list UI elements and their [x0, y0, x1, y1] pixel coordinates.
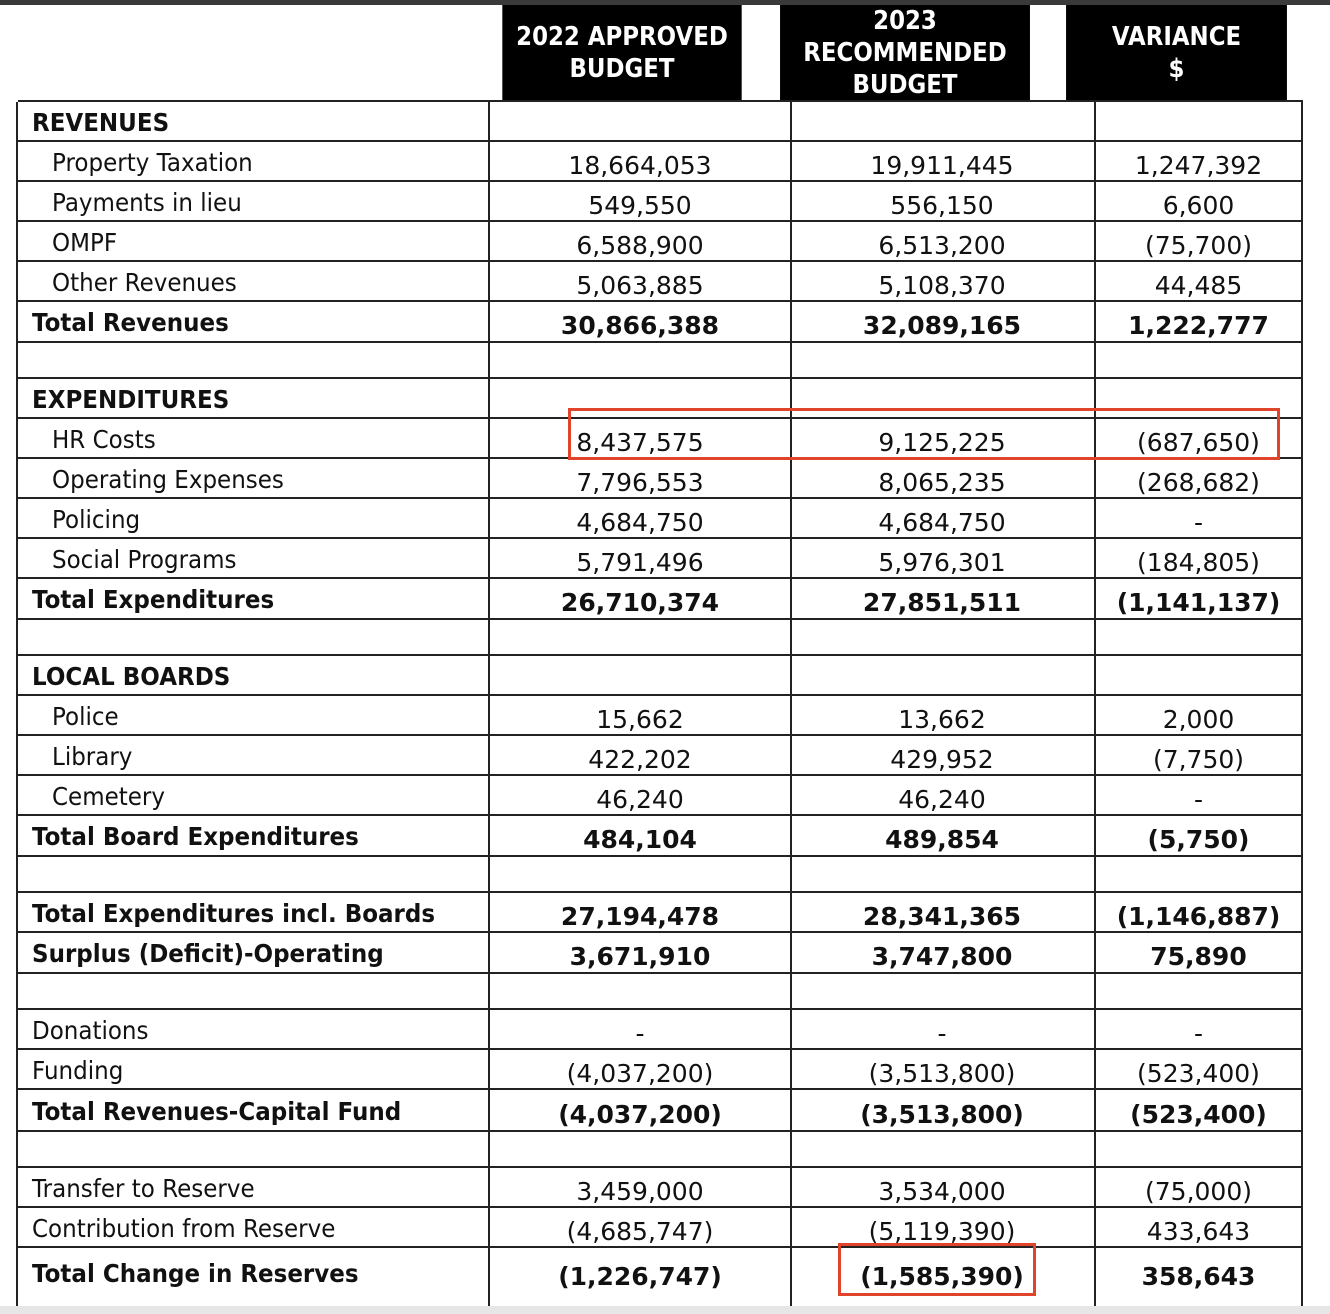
cell-2023-recommended	[792, 105, 1092, 145]
row-label: Policing	[52, 504, 141, 534]
cell-variance: (687,650)	[1137, 427, 1260, 457]
table-row	[18, 140, 1303, 182]
header-line: VARIANCE	[1111, 21, 1242, 52]
cell-2023-recommended: 5,108,370	[878, 270, 1006, 300]
table-row	[18, 577, 1303, 620]
cell-2022-approved: 5,063,885	[576, 270, 704, 300]
highlight-box-hr-costs	[568, 408, 1280, 460]
cell-2022-approved: 5,791,496	[576, 547, 704, 577]
table-end	[18, 1296, 1303, 1306]
row-label: Total Board Expenditures	[32, 822, 359, 851]
table-row	[18, 931, 1303, 974]
cell-2022-approved: (1,226,747)	[558, 1261, 722, 1291]
header-variance	[1066, 5, 1287, 100]
row-label: Total Change in Reserves	[32, 1258, 359, 1288]
cell-variance: 433,643	[1146, 1216, 1251, 1246]
cell-2022-approved: 3,459,000	[576, 1176, 704, 1206]
table-row	[18, 814, 1303, 857]
header-line: $	[1168, 53, 1185, 84]
cell-2022-approved: (4,685,747)	[566, 1216, 714, 1246]
cell-2022-approved: 3,671,910	[569, 942, 711, 971]
table-row	[18, 260, 1303, 302]
header-2022-approved-budget	[502, 5, 741, 100]
cell-variance: 1,222,777	[1128, 311, 1269, 340]
cell-2023-recommended: 27,851,511	[862, 588, 1022, 617]
cell-2023-recommended: 3,747,800	[871, 942, 1013, 971]
spacer-row	[18, 972, 1303, 1010]
cell-2022-approved: 15,662	[596, 704, 684, 734]
row-label: OMPF	[52, 227, 118, 257]
cell-2023-recommended: (1,585,390)	[860, 1261, 1024, 1291]
cell-2022-approved: 549,550	[588, 190, 692, 220]
spacer-row	[18, 855, 1303, 893]
row-label: Social Programs	[52, 544, 237, 574]
cell-2023-recommended: 28,341,365	[862, 901, 1022, 931]
cell-variance: (75,000)	[1145, 1176, 1252, 1206]
row-label: Police	[52, 701, 119, 731]
row-label: Funding	[32, 1055, 124, 1085]
cell-2022-approved: 7,796,553	[576, 467, 704, 497]
row-label: LOCAL BOARDS	[32, 661, 231, 691]
cell-2023-recommended: 32,089,165	[862, 311, 1022, 340]
spacer-row	[18, 1130, 1303, 1168]
cell-variance: -	[1193, 784, 1204, 814]
row-label: HR Costs	[52, 424, 156, 454]
cell-variance: 1,247,392	[1134, 150, 1263, 180]
cell-2022-approved: 30,866,388	[560, 311, 720, 340]
cell-variance	[1096, 105, 1301, 145]
cell-2022-approved: -	[635, 1018, 645, 1048]
table-row	[18, 654, 1303, 696]
cell-2022-approved: 27,194,478	[560, 901, 720, 931]
table-row	[18, 180, 1303, 222]
header-line: RECOMMENDED	[803, 37, 1007, 68]
header-line: BUDGET	[569, 53, 675, 84]
table-row	[18, 1246, 1303, 1298]
row-label: Library	[52, 741, 133, 771]
cell-2022-approved	[490, 105, 790, 145]
cell-variance: 6,600	[1162, 190, 1235, 220]
header-2023-recommended-budget	[780, 5, 1030, 100]
row-label: Property Taxation	[52, 147, 253, 177]
row-label: Surplus (Deficit)-Operating	[32, 939, 384, 968]
cell-variance: (1,146,887)	[1116, 901, 1281, 931]
table-row	[18, 774, 1303, 816]
bottom-band	[0, 1306, 1330, 1314]
cell-2022-approved: 484,104	[583, 825, 697, 854]
cell-variance: 2,000	[1162, 704, 1235, 734]
row-label: Other Revenues	[52, 267, 237, 297]
table-row	[18, 300, 1303, 343]
header-line: 2022 APPROVED	[516, 21, 728, 52]
row-label: Cemetery	[52, 781, 166, 811]
cell-variance: (7,750)	[1152, 744, 1245, 774]
cell-variance: (523,400)	[1137, 1058, 1260, 1088]
table-row	[18, 1206, 1303, 1248]
cell-variance: (5,750)	[1147, 825, 1250, 854]
cell-2022-approved: 18,664,053	[568, 150, 712, 180]
spacer-row	[18, 341, 1303, 379]
cell-2022-approved: 422,202	[588, 744, 692, 774]
row-label: EXPENDITURES	[32, 384, 230, 414]
cell-variance: (1,141,137)	[1116, 588, 1281, 617]
cell-2023-recommended: 4,684,750	[878, 507, 1006, 537]
table-row	[18, 1008, 1303, 1050]
cell-2022-approved: (4,037,200)	[558, 1099, 722, 1129]
header-line: BUDGET	[852, 69, 958, 100]
table-row	[18, 1166, 1303, 1208]
table-row	[18, 734, 1303, 776]
cell-variance: 358,643	[1141, 1261, 1256, 1291]
cell-2023-recommended: 556,150	[890, 190, 994, 220]
table-row	[18, 1088, 1303, 1132]
cell-2023-recommended: (5,119,390)	[868, 1216, 1016, 1246]
header-line: 2023	[873, 5, 937, 36]
cell-2023-recommended: 9,125,225	[878, 427, 1006, 457]
table-row	[18, 537, 1303, 579]
row-label: Total Revenues	[32, 308, 229, 337]
cell-2023-recommended: 6,513,200	[878, 230, 1006, 260]
cell-variance: -	[1193, 507, 1204, 537]
cell-2023-recommended: 8,065,235	[878, 467, 1006, 497]
cell-2023-recommended: 3,534,000	[878, 1176, 1006, 1206]
cell-2023-recommended: 19,911,445	[870, 150, 1014, 180]
table-row	[18, 220, 1303, 262]
cell-2022-approved: 46,240	[596, 784, 684, 814]
table-row	[18, 497, 1303, 539]
row-label: Total Revenues-Capital Fund	[32, 1096, 402, 1126]
cell-variance: (184,805)	[1137, 547, 1260, 577]
cell-variance: (75,700)	[1145, 230, 1252, 260]
cell-variance: (523,400)	[1130, 1099, 1267, 1129]
spacer-row	[18, 618, 1303, 656]
row-label: Total Expenditures	[32, 585, 275, 614]
cell-2022-approved: 6,588,900	[576, 230, 704, 260]
row-label: Payments in lieu	[52, 187, 242, 217]
table-row	[18, 457, 1303, 499]
cell-2022-approved: 26,710,374	[560, 588, 720, 617]
row-label: Total Expenditures incl. Boards	[32, 898, 436, 928]
row-label: REVENUES	[32, 107, 170, 137]
cell-2023-recommended: -	[937, 1018, 947, 1048]
table-row	[18, 891, 1303, 933]
cell-2023-recommended: (3,513,800)	[868, 1058, 1016, 1088]
cell-variance: -	[1193, 1018, 1204, 1048]
highlight-box-total-change-reserves	[838, 1243, 1036, 1296]
row-label: Donations	[32, 1015, 149, 1045]
table-row	[18, 1048, 1303, 1090]
cell-variance	[1096, 659, 1301, 699]
cell-2022-approved	[490, 659, 790, 699]
cell-variance: 75,890	[1150, 942, 1247, 971]
cell-variance: 44,485	[1154, 270, 1243, 300]
cell-2023-recommended: 46,240	[898, 784, 986, 814]
cell-2022-approved: (4,037,200)	[566, 1058, 714, 1088]
cell-2023-recommended	[792, 659, 1092, 699]
row-label: Operating Expenses	[52, 464, 284, 494]
cell-2023-recommended: 5,976,301	[878, 547, 1006, 577]
row-label: Transfer to Reserve	[32, 1173, 255, 1203]
cell-variance: (268,682)	[1137, 467, 1260, 497]
cell-2023-recommended: 489,854	[885, 825, 999, 854]
cell-2022-approved: 8,437,575	[576, 427, 704, 457]
table-row	[18, 100, 1303, 142]
cell-2023-recommended: (3,513,800)	[860, 1099, 1024, 1129]
cell-2023-recommended: 13,662	[898, 704, 986, 734]
table-row	[18, 694, 1303, 736]
row-label: Contribution from Reserve	[32, 1213, 336, 1243]
cell-2022-approved: 4,684,750	[576, 507, 704, 537]
cell-2023-recommended: 429,952	[890, 744, 994, 774]
